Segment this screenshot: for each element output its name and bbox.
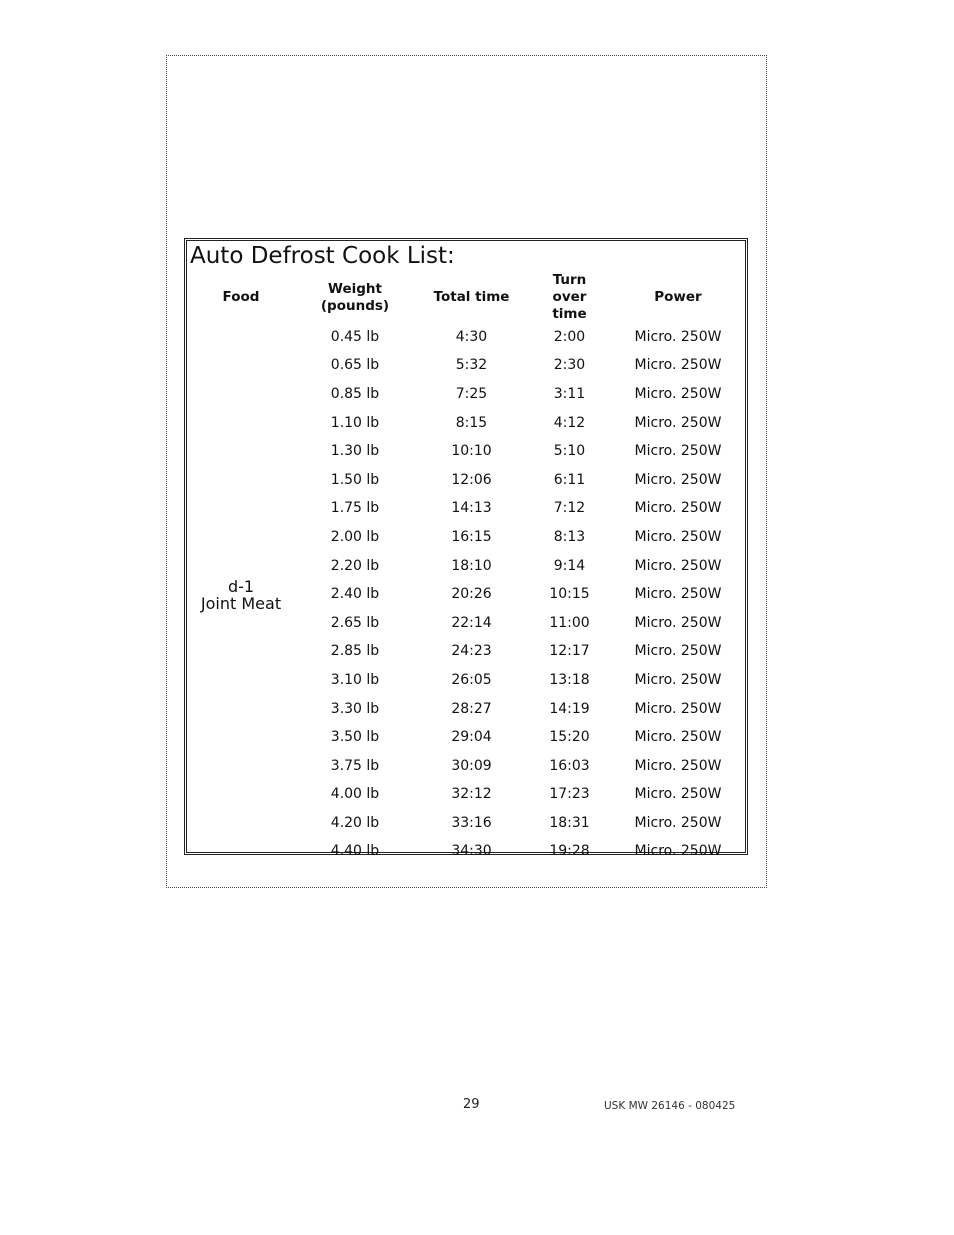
header-total-time: Total time [433, 289, 510, 305]
turn-over-cell: 17:23 [549, 786, 590, 803]
power-cell: Micro. 250W [634, 385, 722, 402]
power-cell: Micro. 250W [634, 328, 722, 345]
weight-cell: 2.85 lb [330, 643, 380, 660]
total-time-cell: 5:32 [455, 357, 488, 374]
total-time-cell: 20:26 [451, 586, 492, 603]
turn-over-cell: 4:12 [553, 414, 586, 431]
total-time-cell: 26:05 [451, 671, 492, 688]
page-number: 29 [463, 1097, 480, 1112]
turn-over-cell: 16:03 [549, 757, 590, 774]
cook-list-box [184, 238, 748, 860]
cook-list-table [187, 272, 745, 866]
header-food: Food [222, 289, 260, 305]
power-cell: Micro. 250W [634, 614, 722, 631]
total-time-cell: 8:15 [455, 414, 488, 431]
weight-cell: 3.30 lb [330, 700, 380, 717]
total-time-cell: 33:16 [451, 814, 492, 831]
total-time-cell: 7:25 [455, 385, 488, 402]
power-cell: Micro. 250W [634, 700, 722, 717]
table-row [187, 323, 745, 352]
turn-over-cell: 11:00 [549, 614, 590, 631]
weight-cell: 2.20 lb [330, 557, 380, 574]
table-body [187, 323, 745, 866]
header-weight-label: Weight (pounds) [320, 280, 390, 314]
weight-cell: 0.85 lb [330, 385, 380, 402]
weight-cell: 3.10 lb [330, 671, 380, 688]
turn-over-cell: 15:20 [549, 729, 590, 746]
turn-over-cell: 19:28 [549, 843, 590, 860]
weight-cell: 2.00 lb [330, 528, 380, 545]
power-cell: Micro. 250W [634, 357, 722, 374]
weight-cell: 4.20 lb [330, 814, 380, 831]
weight-cell: 1.75 lb [330, 500, 380, 517]
total-time-cell: 12:06 [451, 471, 492, 488]
total-time-cell: 10:10 [451, 443, 492, 460]
total-time-cell: 34:30 [451, 843, 492, 860]
total-time-cell: 14:13 [451, 500, 492, 517]
power-cell: Micro. 250W [634, 814, 722, 831]
total-time-cell: 24:23 [451, 643, 492, 660]
weight-cell: 0.45 lb [330, 328, 380, 345]
power-cell: Micro. 250W [634, 786, 722, 803]
weight-cell: 1.30 lb [330, 443, 380, 460]
header-weight [295, 272, 415, 323]
total-time-cell: 30:09 [451, 757, 492, 774]
turn-over-cell: 5:10 [553, 443, 586, 460]
header-turn-over [528, 272, 611, 323]
weight-cell: 1.10 lb [330, 414, 380, 431]
turn-over-cell: 12:17 [549, 643, 590, 660]
power-cell: Micro. 250W [634, 843, 722, 860]
total-time-cell: 29:04 [451, 729, 492, 746]
total-time-cell: 32:12 [451, 786, 492, 803]
turn-over-cell: 7:12 [553, 500, 586, 517]
weight-cell: 4.00 lb [330, 786, 380, 803]
food-name: Joint Meat [200, 593, 282, 613]
weight-cell: 4.40 lb [330, 843, 380, 860]
power-cell: Micro. 250W [634, 443, 722, 460]
turn-over-cell: 18:31 [549, 814, 590, 831]
header-power: Power [654, 289, 702, 305]
weight-cell: 1.50 lb [330, 471, 380, 488]
power-cell: Micro. 250W [634, 586, 722, 603]
turn-over-cell: 3:11 [553, 385, 586, 402]
total-time-cell: 18:10 [451, 557, 492, 574]
turn-over-cell: 6:11 [553, 471, 586, 488]
turn-over-cell: 9:14 [553, 557, 586, 574]
power-cell: Micro. 250W [634, 757, 722, 774]
power-cell: Micro. 250W [634, 471, 722, 488]
turn-over-cell: 2:00 [553, 328, 586, 345]
turn-over-cell: 13:18 [549, 671, 590, 688]
turn-over-cell: 10:15 [549, 586, 590, 603]
total-time-cell: 22:14 [451, 614, 492, 631]
weight-cell: 2.40 lb [330, 586, 380, 603]
power-cell: Micro. 250W [634, 729, 722, 746]
table-header-row [187, 272, 745, 323]
food-cell [187, 323, 295, 866]
turn-over-cell: 2:30 [553, 357, 586, 374]
header-turn-over-label: Turn over time [552, 272, 587, 322]
power-cell: Micro. 250W [634, 528, 722, 545]
power-cell: Micro. 250W [634, 500, 722, 517]
power-cell: Micro. 250W [634, 557, 722, 574]
document-code: USK MW 26146 - 080425 [604, 1100, 736, 1112]
turn-over-cell: 14:19 [549, 700, 590, 717]
total-time-cell: 16:15 [451, 528, 492, 545]
total-time-cell: 28:27 [451, 700, 492, 717]
weight-cell: 2.65 lb [330, 614, 380, 631]
total-time-cell: 4:30 [455, 328, 488, 345]
weight-cell: 3.50 lb [330, 729, 380, 746]
table-title: Auto Defrost Cook List: [190, 243, 455, 269]
power-cell: Micro. 250W [634, 671, 722, 688]
weight-cell: 0.65 lb [330, 357, 380, 374]
turn-over-cell: 8:13 [553, 528, 586, 545]
power-cell: Micro. 250W [634, 414, 722, 431]
weight-cell: 3.75 lb [330, 757, 380, 774]
food-code: d-1 [227, 576, 255, 596]
power-cell: Micro. 250W [634, 643, 722, 660]
